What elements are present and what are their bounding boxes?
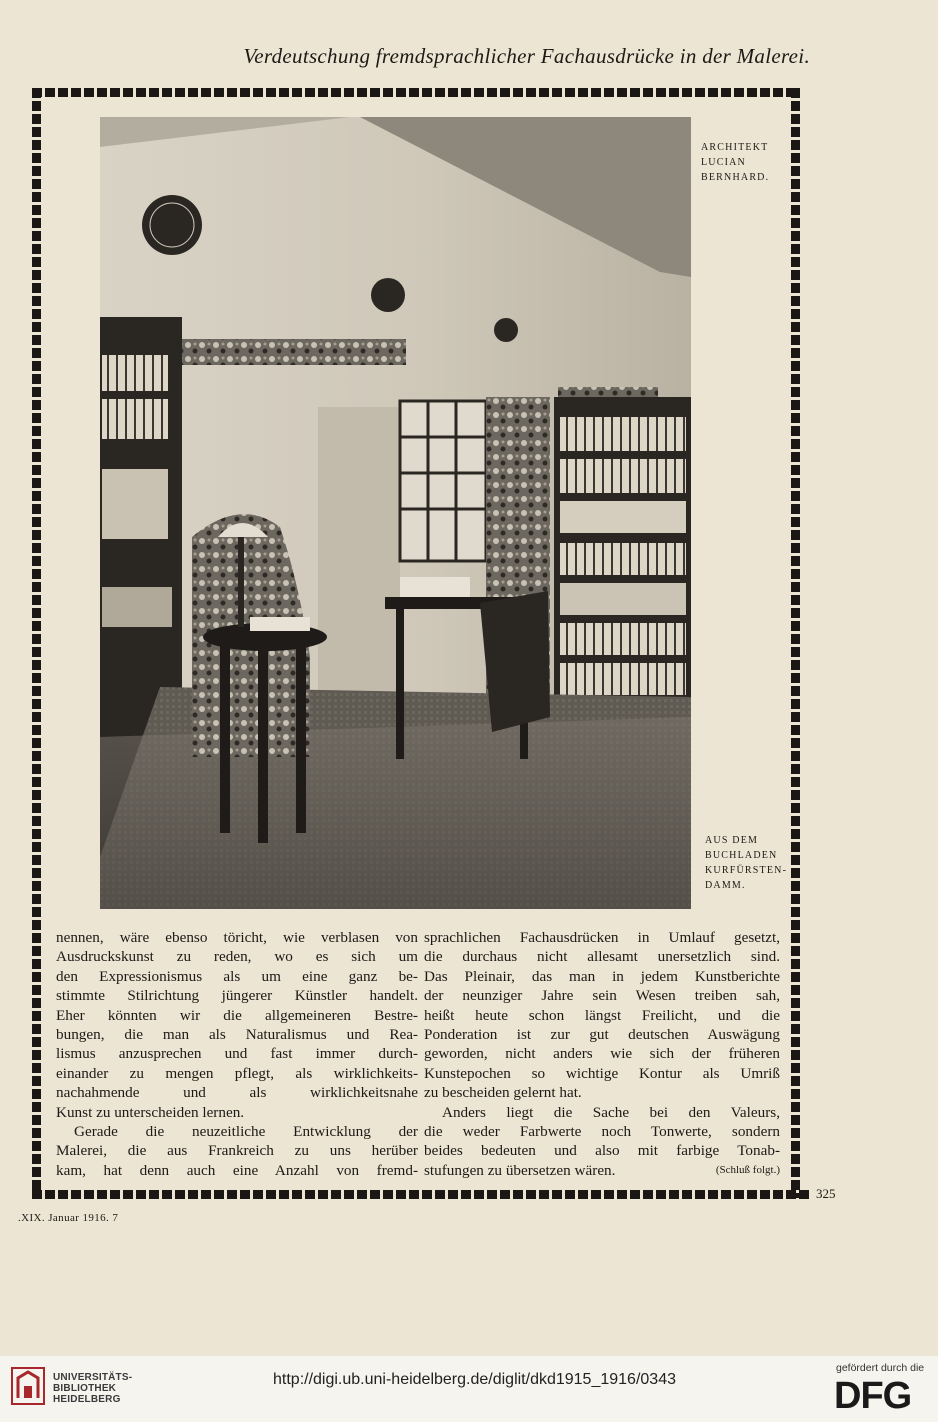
page-number: 325	[816, 1186, 836, 1201]
text-line: beides bedeuten und also mit farbige Tonab-	[424, 1142, 780, 1160]
last-text-line	[424, 1161, 780, 1180]
text-line: stufungen zu übersetzen wären.	[424, 1161, 616, 1179]
text-line: kam, hat denn auch eine Anzahl von fremd-	[56, 1161, 418, 1179]
university-name-line: BIBLIOTHEK	[53, 1383, 117, 1394]
caption-line: AUS DEM	[705, 835, 759, 846]
ornamental-border-top	[32, 88, 800, 97]
text-line: Ponderation ist zur gut deutschen Auswägung	[424, 1026, 780, 1044]
text-line: Ausdruckskunst zu reden, wo es sich um	[56, 948, 418, 966]
dfg-logo: DFG	[834, 1375, 912, 1417]
text-line: heißt heute schon längst Freilicht, und die	[424, 1006, 780, 1024]
caption-line: ARCHITEKT	[701, 142, 769, 153]
caption-line: DAMM.	[705, 880, 746, 891]
text-line: Kunstepochen so wichtige Kontur als Umriß	[424, 1064, 780, 1082]
text-line: nennen, wäre ebenso töricht, wie verblasen von	[56, 929, 418, 946]
caption-line: BUCHLADEN	[705, 850, 778, 861]
university-name-line: HEIDELBERG	[53, 1394, 121, 1405]
text-line: zu bescheiden gelernt hat.	[424, 1084, 582, 1102]
text-line: Kunst zu unterscheiden lernen.	[56, 1103, 245, 1121]
text-line: Gerade die neuzeitliche Entwicklung der	[74, 1123, 418, 1141]
caption-line: BERNHARD.	[701, 172, 770, 183]
issue-line: .XIX. Januar 1916. 7	[18, 1212, 119, 1224]
text-column-right	[424, 928, 780, 1180]
text-line: Anders liegt die Sache bei den Valeurs,	[442, 1103, 780, 1121]
text-line: die weder Farbwerte noch Tonwerte, sondern	[424, 1123, 780, 1141]
digitization-footer	[0, 1356, 938, 1422]
text-line: den Expressionismus als um eine ganz be-	[56, 967, 418, 985]
text-line: nachahmende und als wirklichkeitsnahe	[56, 1084, 418, 1102]
caption-line: KURFÜRSTEN-	[705, 865, 788, 876]
interior-photograph	[100, 117, 691, 909]
running-head: Verdeutschung fremdsprachlicher Fachausdrücke in der Malerei.	[243, 44, 810, 68]
text-line: bungen, die man als Naturalismus und Rea-	[56, 1026, 418, 1044]
text-line: geworden, nicht anders wie sich der früheren	[424, 1045, 780, 1063]
text-line: sprachlichen Fachausdrücken in Umlauf gesetzt,	[424, 929, 780, 946]
photo-caption-architect	[701, 140, 769, 185]
text-line: Das Pleinair, das man in jedem Kunstberichte	[424, 967, 780, 985]
source-url-link[interactable]: http://digi.ub.uni-heidelberg.de/diglit/dkd1915_1916/0343	[273, 1371, 676, 1388]
university-name	[53, 1372, 132, 1405]
text-line: lismus anzusprechen und fast immer durch-	[56, 1045, 418, 1063]
photo-caption-location	[705, 833, 787, 893]
university-name-line: UNIVERSITÄTS-	[53, 1372, 133, 1383]
ornamental-border-right	[791, 88, 800, 1198]
text-line: der neunziger Jahre sein Wesen treiben sah,	[424, 987, 780, 1005]
university-library-logo-icon	[10, 1364, 46, 1408]
text-line: die durchaus nicht allesamt unersetzlich sind.	[424, 948, 780, 966]
text-line: einander zu mengen pflegt, als wirklichkeits-	[56, 1064, 418, 1082]
ornamental-border-left	[32, 88, 41, 1198]
bookshop-interior-illustration	[100, 117, 691, 909]
text-line: Eher könnten wir die allgemeineren Bestre-	[56, 1006, 418, 1024]
ornamental-border-bottom	[32, 1190, 812, 1199]
funding-label: gefördert durch die	[836, 1362, 925, 1374]
text-line: Malerei, die aus Frankreich zu uns herüber	[56, 1142, 418, 1160]
caption-line: LUCIAN	[701, 157, 746, 168]
text-column-left	[56, 928, 418, 1180]
closing-note: (Schluß folgt.)	[715, 1163, 780, 1176]
text-line: stimmte Stilrichtung jüngerer Künstler handelt.	[56, 987, 418, 1005]
